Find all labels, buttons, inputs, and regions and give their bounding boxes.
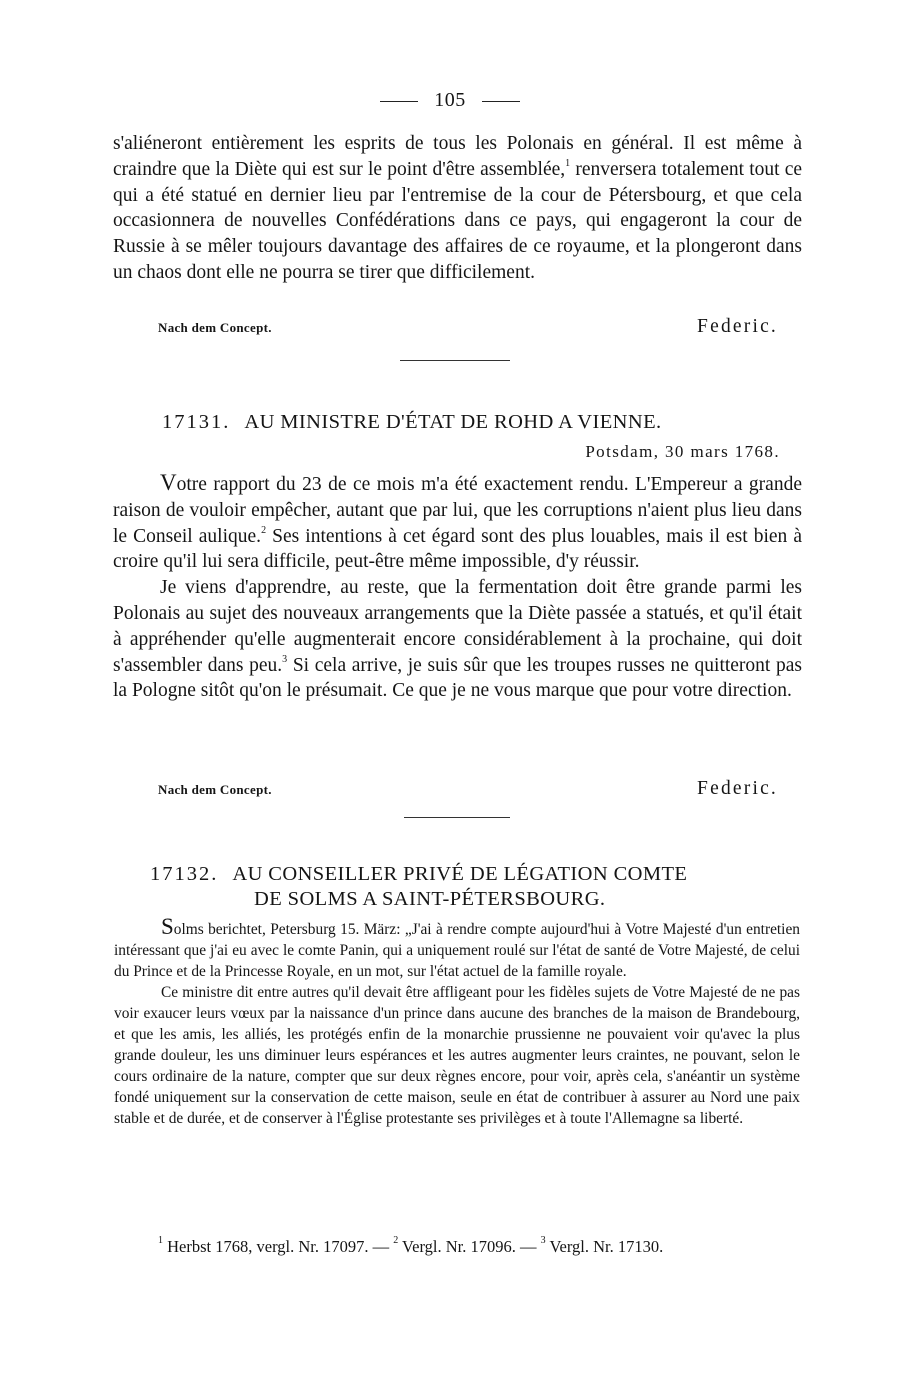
- footnote-ref-3: 3: [282, 653, 288, 665]
- section-divider: [404, 817, 510, 818]
- letter-number: 17131.: [162, 411, 231, 433]
- letter-17131-text: [113, 470, 802, 704]
- letter-17131-heading: [162, 410, 802, 435]
- paragraph-2-part1: Je viens d'apprendre, au reste, que la fermentation doit être grande parmi les Polonais au sujet des nouveaux arrangements que la Diète passée a statués, et qu'il était à appréhender qu'elle augmenterait encore considérablement à la prochaine, qui doit s'assembler dans peu.: [113, 577, 802, 676]
- letter-17131-paragraph-2: [113, 575, 802, 704]
- letter-title-line-2: DE SOLMS A SAINT-PÉTERSBOURG.: [254, 888, 606, 910]
- paragraph-2-part2: Si cela arrive, je suis sûr que les troupes russes ne quitteront pas la Pologne sitôt qu'on le présumait. Ce que je ne vous marque que pour votre direction.: [113, 654, 802, 702]
- continued-paragraph-part1: s'aliéneront entièrement les esprits de tous les Polonais en général. Il est même à craindre que la Diète qui est sur le point d'être assemblée,: [113, 133, 802, 180]
- section-divider: [400, 360, 510, 361]
- footnote-marker-1: 1: [158, 1235, 163, 1246]
- place-date: Potsdam, 30 mars 1768.: [585, 442, 780, 461]
- letter-title: AU MINISTRE D'ÉTAT DE ROHD A VIENNE.: [244, 411, 662, 433]
- letter-17131-closing: [158, 776, 778, 800]
- page-number: 105: [434, 89, 466, 111]
- footnote-3: Vergl. Nr. 17130.: [549, 1237, 664, 1256]
- footnote-marker-3: 3: [540, 1235, 546, 1246]
- continued-paragraph-part2: renversera totalement tout ce qui a été statué en dernier lieu par l'entremise de la cour de Pétersbourg, et que cela occasionnera de nouvelles Confédérations dans ce pays, qui engageront la cour de Russie à se mêler toujours davantage des affaires de ce royaume, et la plongeront dans un chaos dont elle ne pourra se tirer que difficilement.: [113, 158, 803, 283]
- letter-17132-heading: [150, 862, 790, 912]
- paragraph-1-part2: Ses intentions à cet égard sont des plus louables, mais il est bien à croire qu'il lui sera difficile, peut-être même impossible, d'y réussir.: [113, 525, 803, 573]
- heading-line-2: [150, 887, 790, 912]
- source-note: Nach dem Concept.: [158, 782, 272, 797]
- letter-17132-paragraph-2: Ce ministre dit entre autres qu'il devait être affligeant pour les fidèles sujets de Votre Majesté de ne pas voir exaucer leurs vœux par la naissance d'un prince dans aucune des branches de la maison de Brandebourg, et que les amis, les alliés, les protégés enfin de la monarchie prussienne ne pouvaient voir qu'avec la plus grande douleur, les uns diminuer leurs espérances et les autres augmenter leurs craintes, ne pouvant, selon le cours ordinaire de la nature, compter que sur deux règnes encore, pour voir, après cela, s'anéantir un système fondé uniquement sur la conservation de cette maison, seule en état de contribuer à assurer au Nord une paix stable et de durée, et de conserver à l'Église protestante ses privilèges et à toute l'Allemagne sa liberté.: [114, 984, 800, 1127]
- footnote-1: Herbst 1768, vergl. Nr. 17097. —: [167, 1237, 390, 1256]
- footnote-marker-2: 2: [393, 1235, 399, 1246]
- footnote-2: Vergl. Nr. 17096. —: [402, 1237, 537, 1256]
- letter-17132-paragraph-1: Solms berichtet, Petersburg 15. März: „J'ai à rendre compte aujourd'hui à Votre Majesté d'un entretien intéressant que j'ai eu avec le comte Panin, qui a uniquement roulé sur l'état de santé de Votre Majesté, de celui du Prince et de la Princesse Royale, en un mot, sur l'état actuel de la famille royale.: [114, 914, 800, 980]
- footnote-ref-2: 2: [261, 524, 267, 536]
- signature: Federic.: [697, 778, 778, 799]
- heading-line-1: [150, 862, 790, 887]
- paragraph-1-part1: Votre rapport du 23 de ce mois m'a été exactement rendu. L'Empereur a grande raison de vouloir empêcher, autant que par lui, que les corruptions n'aient plus lieu dans le Conseil aulique.: [113, 470, 802, 547]
- letter-title-line-1: AU CONSEILLER PRIVÉ DE LÉGATION COMTE: [232, 863, 688, 885]
- continued-letter-text: [113, 131, 802, 286]
- continued-paragraph: [113, 131, 802, 286]
- footnote-ref-1: 1: [565, 157, 571, 169]
- source-note: Nach dem Concept.: [158, 320, 272, 335]
- page-header: [0, 86, 900, 114]
- footnotes: [114, 1236, 800, 1258]
- header-dash-left: [380, 101, 418, 102]
- letter-number: 17132.: [150, 863, 219, 885]
- continued-letter-closing: [158, 314, 778, 338]
- letter-17132-text: [114, 916, 800, 1129]
- header-dash-right: [482, 101, 520, 102]
- letter-17131-paragraph-1: [113, 470, 802, 575]
- signature: Federic.: [697, 316, 778, 337]
